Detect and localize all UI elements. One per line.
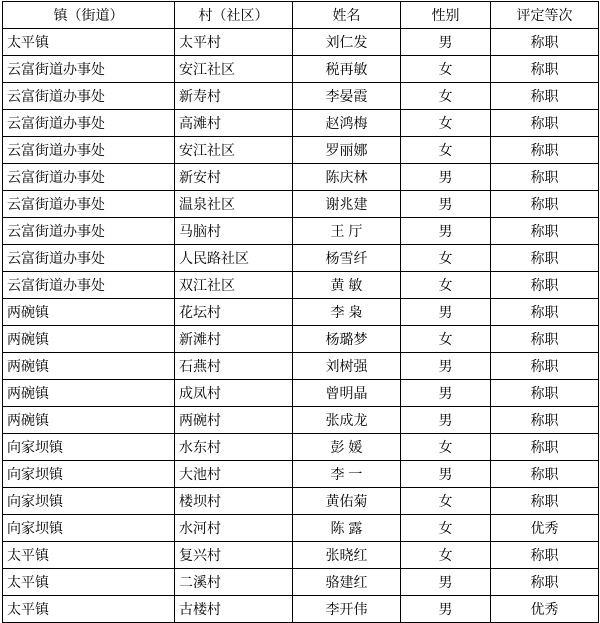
table-cell: 女: [401, 56, 491, 83]
table-cell: 称职: [491, 56, 599, 83]
table-cell: 女: [401, 326, 491, 353]
table-cell: 云富街道办事处: [3, 56, 175, 83]
table-header-row: [3, 2, 599, 29]
table-cell: 云富街道办事处: [3, 137, 175, 164]
table-cell: 新滩村: [175, 326, 293, 353]
table-cell: 谢兆建: [293, 191, 401, 218]
table-row: [3, 83, 599, 110]
table-cell: 两碗镇: [3, 380, 175, 407]
table-row: [3, 245, 599, 272]
table-cell: 女: [401, 434, 491, 461]
table-cell: 赵鸿梅: [293, 110, 401, 137]
table-cell: 云富街道办事处: [3, 245, 175, 272]
table-cell: 两碗镇: [3, 353, 175, 380]
table-cell: 花坛村: [175, 299, 293, 326]
table-cell: 女: [401, 110, 491, 137]
table-cell: 李开伟: [293, 596, 401, 623]
table-cell: 骆建红: [293, 569, 401, 596]
table-cell: 人民路社区: [175, 245, 293, 272]
table-cell: 向家坝镇: [3, 434, 175, 461]
table-cell: 二溪村: [175, 569, 293, 596]
table-row: [3, 164, 599, 191]
table-cell: 安江社区: [175, 56, 293, 83]
table-cell: 李 枭: [293, 299, 401, 326]
column-header: 姓名: [293, 2, 401, 29]
table-cell: 女: [401, 542, 491, 569]
table-row: [3, 461, 599, 488]
table-cell: 大池村: [175, 461, 293, 488]
table-body: [3, 29, 599, 623]
table-cell: 男: [401, 299, 491, 326]
table-cell: 两碗镇: [3, 326, 175, 353]
table-cell: 云富街道办事处: [3, 218, 175, 245]
table-cell: 水东村: [175, 434, 293, 461]
table-cell: 男: [401, 164, 491, 191]
table-cell: 新寿村: [175, 83, 293, 110]
table-cell: 云富街道办事处: [3, 83, 175, 110]
table-cell: 两碗镇: [3, 299, 175, 326]
table-cell: 向家坝镇: [3, 461, 175, 488]
table-cell: 称职: [491, 245, 599, 272]
table-cell: 太平镇: [3, 29, 175, 56]
table-cell: 女: [401, 245, 491, 272]
table-cell: 向家坝镇: [3, 515, 175, 542]
table-cell: 两碗镇: [3, 407, 175, 434]
table-cell: 王 厅: [293, 218, 401, 245]
table-cell: 男: [401, 29, 491, 56]
table-row: [3, 515, 599, 542]
table-cell: 张成龙: [293, 407, 401, 434]
table-cell: 高滩村: [175, 110, 293, 137]
table-cell: 黄佑菊: [293, 488, 401, 515]
table-cell: 优秀: [491, 515, 599, 542]
table-cell: 太平镇: [3, 596, 175, 623]
table-row: [3, 56, 599, 83]
table-cell: 女: [401, 137, 491, 164]
table-cell: 称职: [491, 137, 599, 164]
table-cell: 刘仁发: [293, 29, 401, 56]
table-row: [3, 569, 599, 596]
table-cell: 彭 媛: [293, 434, 401, 461]
table-cell: 刘树强: [293, 353, 401, 380]
table-cell: 陈庆林: [293, 164, 401, 191]
table-cell: 称职: [491, 299, 599, 326]
table-cell: 云富街道办事处: [3, 272, 175, 299]
table-cell: 称职: [491, 164, 599, 191]
table-cell: 称职: [491, 488, 599, 515]
table-cell: 李 一: [293, 461, 401, 488]
table-cell: 陈 露: [293, 515, 401, 542]
table-cell: 称职: [491, 191, 599, 218]
table-cell: 女: [401, 488, 491, 515]
table-row: [3, 353, 599, 380]
table-cell: 税再敏: [293, 56, 401, 83]
table-cell: 称职: [491, 569, 599, 596]
table-row: [3, 596, 599, 623]
table-cell: 称职: [491, 434, 599, 461]
table-cell: 男: [401, 596, 491, 623]
table-cell: 石燕村: [175, 353, 293, 380]
table-cell: 太平村: [175, 29, 293, 56]
table-cell: 称职: [491, 380, 599, 407]
table-cell: 称职: [491, 326, 599, 353]
table-cell: 称职: [491, 407, 599, 434]
table-cell: 称职: [491, 272, 599, 299]
table-row: [3, 272, 599, 299]
table-cell: 张晓红: [293, 542, 401, 569]
table-row: [3, 326, 599, 353]
table-cell: 温泉社区: [175, 191, 293, 218]
table-cell: 男: [401, 353, 491, 380]
table-row: [3, 29, 599, 56]
table-cell: 称职: [491, 29, 599, 56]
table-cell: 成凤村: [175, 380, 293, 407]
table-cell: 新安村: [175, 164, 293, 191]
table-cell: 古楼村: [175, 596, 293, 623]
table-row: [3, 380, 599, 407]
table-cell: 杨雪纤: [293, 245, 401, 272]
table-cell: 水河村: [175, 515, 293, 542]
table-cell: 太平镇: [3, 542, 175, 569]
table-cell: 向家坝镇: [3, 488, 175, 515]
table-cell: 男: [401, 461, 491, 488]
table-row: [3, 191, 599, 218]
table-cell: 杨璐梦: [293, 326, 401, 353]
table-row: [3, 488, 599, 515]
table-cell: 男: [401, 380, 491, 407]
table-cell: 云富街道办事处: [3, 191, 175, 218]
table-cell: 云富街道办事处: [3, 164, 175, 191]
table-cell: 男: [401, 569, 491, 596]
table-row: [3, 542, 599, 569]
table-header: [3, 2, 599, 29]
table-cell: 男: [401, 218, 491, 245]
table-cell: 云富街道办事处: [3, 110, 175, 137]
table-cell: 罗丽娜: [293, 137, 401, 164]
table-cell: 称职: [491, 542, 599, 569]
table-cell: 优秀: [491, 596, 599, 623]
table-cell: 双江社区: [175, 272, 293, 299]
table-cell: 曾明晶: [293, 380, 401, 407]
table-cell: 马脑村: [175, 218, 293, 245]
table-row: [3, 434, 599, 461]
table-cell: 太平镇: [3, 569, 175, 596]
table-cell: 称职: [491, 218, 599, 245]
assessment-table: [2, 1, 599, 623]
table-cell: 男: [401, 407, 491, 434]
column-header: 镇（街道）: [3, 2, 175, 29]
table-cell: 两碗村: [175, 407, 293, 434]
table-cell: 称职: [491, 353, 599, 380]
table-row: [3, 110, 599, 137]
table-cell: 楼坝村: [175, 488, 293, 515]
table-row: [3, 299, 599, 326]
column-header: 性别: [401, 2, 491, 29]
table-cell: 黄 敏: [293, 272, 401, 299]
table-cell: 称职: [491, 461, 599, 488]
table-row: [3, 218, 599, 245]
table-cell: 男: [401, 191, 491, 218]
table-row: [3, 137, 599, 164]
column-header: 评定等次: [491, 2, 599, 29]
table-cell: 李晏霞: [293, 83, 401, 110]
table-cell: 女: [401, 272, 491, 299]
table-row: [3, 407, 599, 434]
table-cell: 称职: [491, 83, 599, 110]
table-cell: 复兴村: [175, 542, 293, 569]
table-cell: 女: [401, 515, 491, 542]
table-cell: 称职: [491, 110, 599, 137]
table-cell: 安江社区: [175, 137, 293, 164]
column-header: 村（社区）: [175, 2, 293, 29]
table-cell: 女: [401, 83, 491, 110]
